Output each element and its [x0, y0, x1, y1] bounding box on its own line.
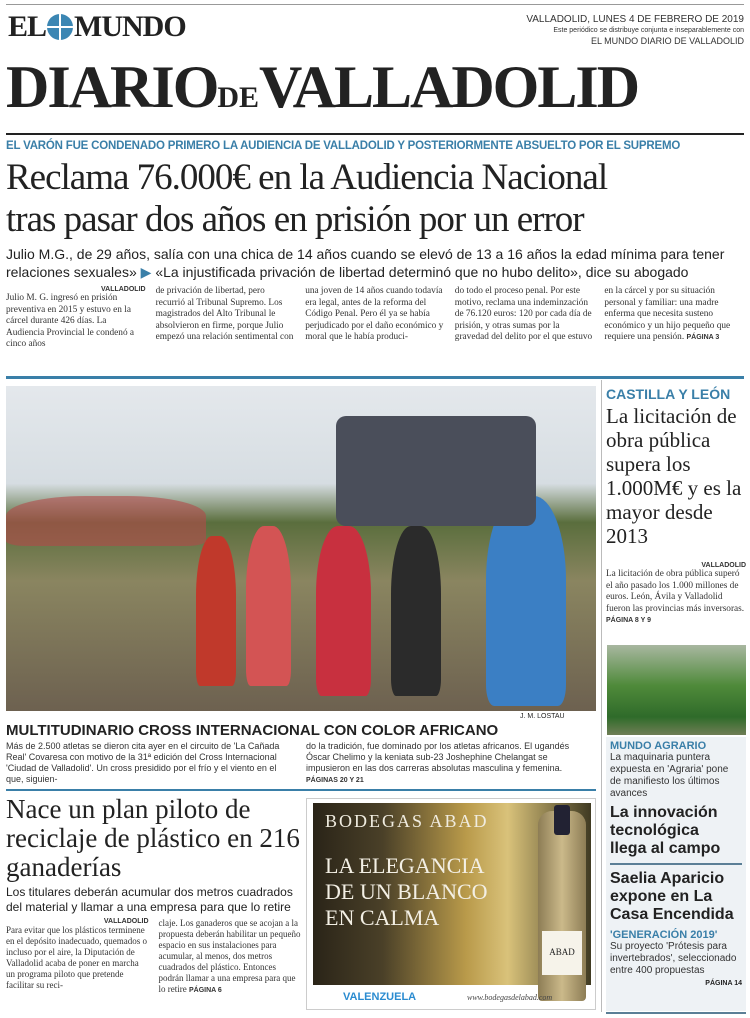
sidebar-headline[interactable]: La licitación de obra pública supera los 1.000M€ y es la mayor desde 2013 — [606, 404, 742, 548]
wine-advertisement[interactable] — [306, 798, 596, 1010]
agrario-text: La maquinaria puntera expuesta en 'Agraria' pone de manifiesto los últimos avances — [610, 752, 729, 799]
globe-icon — [47, 14, 73, 40]
tractors-photo — [607, 645, 746, 735]
saelia-text: Su proyecto 'Prótesis para invertebrados', seleccionado entre 400 propuestas — [610, 941, 737, 976]
location-tag: VALLADOLID — [101, 286, 146, 293]
sidebar-box — [606, 737, 746, 1011]
body-column — [455, 286, 595, 351]
headline-line: expone en La — [610, 888, 713, 905]
wine-bottle-icon — [538, 811, 586, 1001]
el-mundo-logo — [8, 10, 186, 44]
slogan-line: LA ELEGANCIA — [325, 853, 485, 878]
column-text: Para evitar que los plásticos terminene en el depósito inadecuado, quemados o incluso por el aire, la Diputación de Valladolid acaba de poner en marcha un programa piloto que pretende facilitar su reci- — [6, 925, 147, 990]
headline-line: llega al campo — [610, 840, 721, 857]
plan-subheadline: Los titulares deberán acumular dos metros cuadrados del material y llamar a una empresa para que lo retire — [6, 885, 293, 914]
column-text: de privación de libertad, pero recurrió al Tribunal Supremo. Los magistrados del Alto Tribunal le absolvieron en firme, porque Julio empezó una relación sentimental con — [155, 286, 294, 343]
arrow-icon: ▶ — [140, 264, 152, 280]
cross-headline[interactable]: MULTITUDINARIO CROSS INTERNACIONAL CON COLOR AFRICANO — [6, 722, 499, 739]
page-ref[interactable]: PÁGINA 8 Y 9 — [606, 617, 652, 625]
newspaper-title — [6, 54, 744, 131]
column-text: do todo el proceso penal. Por este motivo, reclama una indeminzación de 76.120 euros: 120 por cada día de prisión, y otras sumas por la gravedad del delito por el que estuvo — [454, 286, 593, 343]
column-divider — [601, 380, 602, 1012]
page-ref[interactable]: PÁGINA 3 — [686, 334, 720, 342]
distribution-note: Este periódico se distribuye conjunta e inseparablemente con — [553, 27, 744, 34]
lead-story — [6, 139, 744, 351]
sponsor-logo: VALENZUELA — [343, 991, 417, 1003]
title-valladolid: VALLADOLID — [259, 54, 639, 120]
plan-story — [6, 795, 301, 995]
bottom-rule — [606, 1012, 746, 1014]
top-rule — [6, 4, 744, 5]
slogan-line: DE UN BLANCO — [325, 879, 488, 904]
lead-body — [6, 286, 744, 351]
lead-kicker: EL VARÓN FUE CONDENADO PRIMERO LA AUDIENCIA DE VALLADOLID Y POSTERIORMENTE ABSUELTO POR EL SUPREMO — [6, 140, 681, 152]
page-ref[interactable]: PÁGINA 14 — [705, 980, 742, 987]
photo-credit: J. M. LOSTAU — [520, 713, 565, 720]
body-column — [604, 286, 744, 351]
slogan-line: EN CALMA — [325, 905, 440, 930]
cross-country-photo — [6, 386, 596, 711]
page-ref[interactable]: PÁGINAS 20 Y 21 — [306, 777, 364, 784]
saelia-headline[interactable] — [610, 870, 742, 924]
bottle-label: ABAD — [542, 931, 582, 975]
section-label: CASTILLA Y LEÓN — [606, 386, 731, 402]
issue-date: VALLADOLID, LUNES 4 DE FEBRERO DE 2019 — [526, 14, 744, 25]
headline-line-1: Reclama 76.000€ en la Audiencia Nacional — [6, 157, 608, 198]
distribution-note-2: EL MUNDO DIARIO DE VALLADOLID — [590, 36, 744, 46]
ad-slogan — [325, 853, 488, 931]
cross-body — [6, 741, 594, 785]
headline-line: La innovación — [610, 804, 718, 821]
sidebar-body: La licitación de obra pública superó el año pasado los 1.000 millones de euros. León, Ávila y Valladolid fueron las provincias más inversoras. — [606, 569, 745, 614]
subhead-a: Julio M.G., de 29 años, salía con una chica de 14 años cuando se elevó de 13 a 16 años la edad mínima para tener relaciones sexuales» — [6, 246, 725, 280]
headline-line: Saelia Aparicio — [610, 870, 725, 887]
column-text: claje. Los ganaderos que se acojan a la propuesta deberán habilitar un pequeño espacio en sus instalaciones para acumular, al menos, dos metros cuadrados del plástico. Entonces podrán llamar a una empresa para que lo retire — [158, 918, 301, 994]
page-ref[interactable]: PÁGINA 6 — [189, 987, 222, 994]
agrario-headline[interactable] — [610, 804, 742, 858]
lead-subheadline — [6, 245, 744, 281]
body-column — [6, 918, 149, 995]
section-rule — [6, 376, 744, 379]
column-text: Julio M. G. ingresó en prisión preventiva en 2015 y estuvo en la cárcel durante 426 días. La Audiencia Provincial le condenó a cinco años — [6, 293, 135, 350]
body-column — [306, 741, 594, 785]
logo-mundo: MUNDO — [74, 10, 186, 43]
location-tag: VALLADOLID — [701, 562, 746, 569]
headline-line: tecnológica — [610, 822, 699, 839]
body-column — [159, 918, 302, 995]
title-de: DE — [217, 81, 260, 114]
divider — [610, 863, 742, 865]
ad-brand: BODEGAS ABAD — [325, 811, 489, 831]
section-rule — [6, 789, 596, 791]
title-diario: DIARIO — [6, 54, 218, 120]
headline-line: Casa Encendida — [610, 906, 734, 923]
headline-line-2: tras pasar dos años en prisión por un error — [6, 199, 584, 240]
subhead-b: «La injustificada privación de libertad determinó que no hubo delito», dice su abogado — [155, 264, 689, 280]
body-column — [305, 286, 445, 351]
body-column — [6, 286, 146, 351]
body-column — [156, 286, 296, 351]
column-text: do la tradición, fue dominado por los atletas africanos. El ugandés Óscar Chelimo y la keniata sub-23 Joshephine Chelangat se impusieron en las dos carreras absolutas masculina y femenina. — [306, 741, 570, 773]
column-text: en la cárcel y por su situación personal y familiar: una madre enferma que necesita susteno económico y un hijo pequeño que requiere una pensión. — [604, 286, 731, 343]
section-label: MUNDO AGRARIO — [610, 740, 707, 752]
plan-headline[interactable]: Nace un plan piloto de reciclaje de plástico en 216 ganaderías — [6, 794, 300, 882]
ad-image — [313, 803, 591, 985]
location-tag: VALLADOLID — [103, 918, 149, 925]
lead-headline[interactable] — [6, 157, 744, 241]
section-label: 'GENERACIÓN 2019' — [610, 929, 718, 941]
ad-url[interactable]: www.bodegasdelabad.com — [467, 993, 553, 1002]
dateline — [526, 14, 744, 47]
column-text: una joven de 14 años cuando todavía era legal, antes de la reforma del Código Penal. Pero él ya se había perjudicado por el daño económico y moral que le había produci- — [305, 286, 444, 343]
masthead-rule — [6, 133, 744, 135]
logo-el: EL — [8, 10, 47, 43]
column-text: Más de 2.500 atletas se dieron cita ayer en el circuito de 'La Cañada Real' Covaresa con motivo de la 31ª edición del Cross Internacional 'Ciudad de Valladolid'. Un cross presidido por el frío y el viento en el que, siguien- — [6, 741, 280, 784]
plan-body — [6, 918, 301, 995]
sidebar-licitacion — [606, 380, 746, 627]
